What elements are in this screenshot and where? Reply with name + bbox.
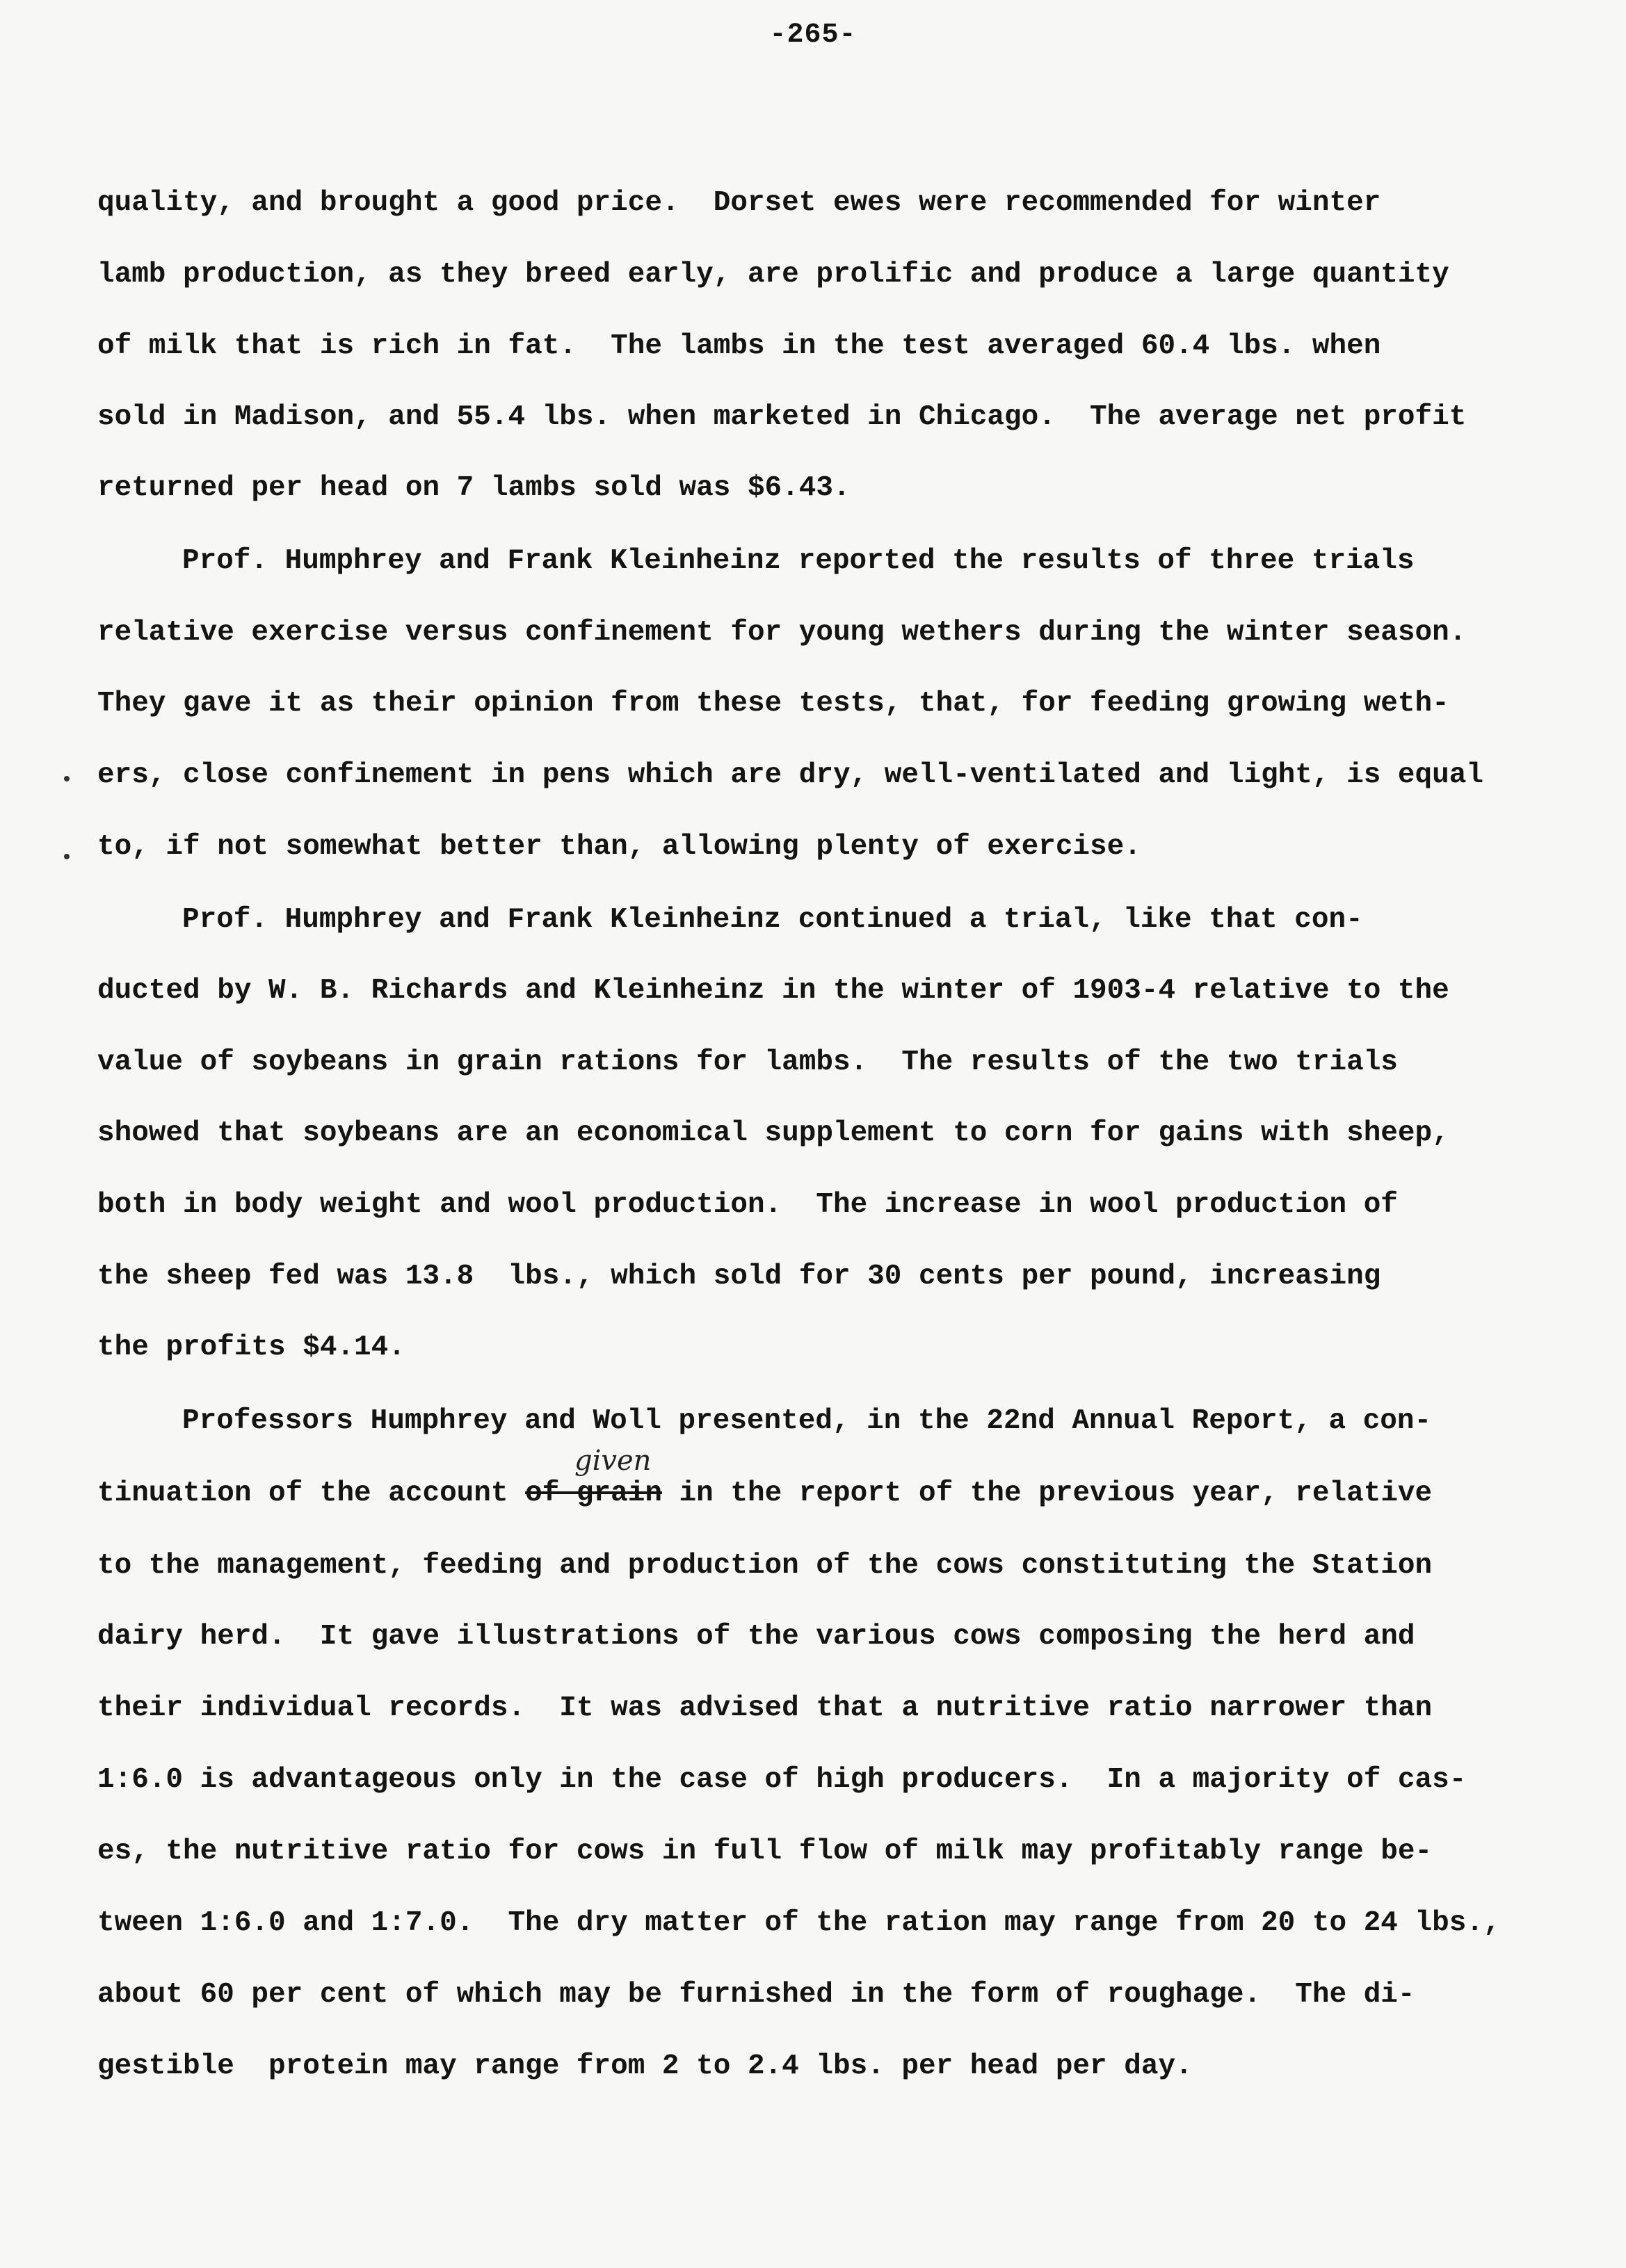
text-line: es, the nutritive ratio for cows in full flow of milk may profitably range be- <box>97 1836 1433 1868</box>
text-line: gestible protein may range from 2 to 2.4 lbs. per head per day. <box>97 2050 1193 2082</box>
text-line-with-edit <box>97 1477 1433 1509</box>
text-line: dairy herd. It gave illustrations of the various cows composing the herd and <box>97 1621 1415 1653</box>
text-line: their individual records. It was advised that a nutritive ratio narrower than <box>97 1692 1433 1724</box>
text-line: the profits $4.14. <box>97 1331 405 1363</box>
text-line: sold in Madison, and 55.4 lbs. when marketed in Chicago. The average net profit <box>97 401 1467 433</box>
text-line: Prof. Humphrey and Frank Kleinheinz continued a trial, like that con- <box>182 904 1363 936</box>
margin-mark <box>64 854 70 859</box>
text-line: They gave it as their opinion from these tests, that, for feeding growing weth- <box>97 688 1449 720</box>
text-line: 1:6.0 is advantageous only in the case of high producers. In a majority of cas- <box>97 1764 1467 1796</box>
text-line: ducted by W. B. Richards and Kleinheinz in the winter of 1903-4 relative to the <box>97 975 1449 1007</box>
text-line: showed that soybeans are an economical supplement to corn for gains with sheep, <box>97 1117 1449 1149</box>
text-line: ers, close confinement in pens which are dry, well-ventilated and light, is equal <box>97 759 1483 791</box>
text-line: returned per head on 7 lambs sold was $6.43. <box>97 472 851 504</box>
text-line: to the management, feeding and production of the cows constituting the Station <box>97 1550 1433 1582</box>
text-line: lamb production, as they breed early, are prolific and produce a large quantity <box>97 259 1449 291</box>
text-line: Professors Humphrey and Woll presented, in the 22nd Annual Report, a con- <box>182 1405 1432 1437</box>
page-number: -265- <box>769 19 857 51</box>
handwritten-insert: given <box>574 1445 652 1477</box>
text-line: the sheep fed was 13.8 lbs., which sold for 30 cents per pound, increasing <box>97 1261 1381 1293</box>
text-line: of milk that is rich in fat. The lambs in the test averaged 60.4 lbs. when <box>97 330 1381 362</box>
text-line: quality, and brought a good price. Dorset ewes were recommended for winter <box>97 187 1381 219</box>
margin-mark <box>64 776 70 781</box>
text-line: relative exercise versus confinement for young wethers during the winter season. <box>97 617 1467 649</box>
text-line: to, if not somewhat better than, allowing plenty of exercise. <box>97 831 1141 863</box>
text-line: tween 1:6.0 and 1:7.0. The dry matter of the ration may range from 20 to 24 lbs., <box>97 1907 1501 1939</box>
text-line: about 60 per cent of which may be furnished in the form of roughage. The di- <box>97 1979 1415 2011</box>
text-line: both in body weight and wool production. The increase in wool production of <box>97 1189 1398 1221</box>
text-segment: tinuation of the account <box>97 1477 526 1509</box>
struck-text: of grain <box>525 1477 662 1509</box>
text-line: Prof. Humphrey and Frank Kleinheinz reported the results of three trials <box>182 545 1415 577</box>
text-segment: in the report of the previous year, relative <box>661 1477 1433 1509</box>
text-line: value of soybeans in grain rations for lambs. The results of the two trials <box>97 1046 1398 1078</box>
